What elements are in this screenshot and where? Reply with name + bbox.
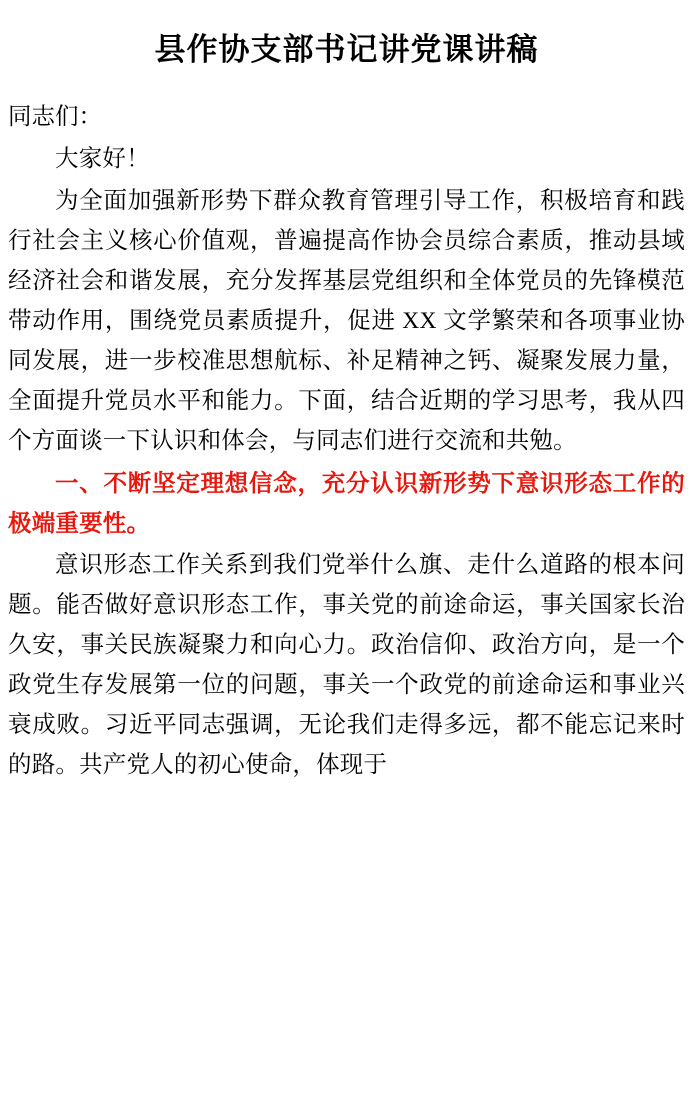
paragraph-intro: 为全面加强新形势下群众教育管理引导工作，积极培育和践行社会主义核心价值观，普遍提高作协会员综合素质，推动县域经济社会和谐发展，充分发挥基层党组织和全体党员的先锋模范带动作用，围绕党员素质提升，促进 XX 文学繁荣和各项事业协同发展，进一步校准思想航标、补足精神之钙、凝聚发展力量，全面提升党员水平和能力。下面，结合近期的学习思考，我从四个方面谈一下认识和体会，与同志们进行交流和共勉。 (8, 188, 685, 455)
salutation: 同志们： (8, 104, 102, 131)
paragraph-greeting: 大家好！ (55, 146, 150, 173)
page-title: 县作协支部书记讲党课讲稿 (154, 32, 539, 67)
section-heading-one: 一、不断坚定理想信念，充分认识新形势下意识形态工作的极端重要性。 (8, 470, 685, 537)
paragraph-section-one-body: 意识形态工作关系到我们党举什么旗、走什么道路的根本问题。能否做好意识形态工作，事关党的前途命运，事关国家长治久安，事关民族凝聚力和向心力。政治信仰、政治方向，是一个政党生存发展第一位的问题，事关一个政党的前途命运和事业兴衰成败。习近平同志强调，无论我们走得多远，都不能忘记来时的路。共产党人的初心使命，体现于 (8, 552, 685, 779)
